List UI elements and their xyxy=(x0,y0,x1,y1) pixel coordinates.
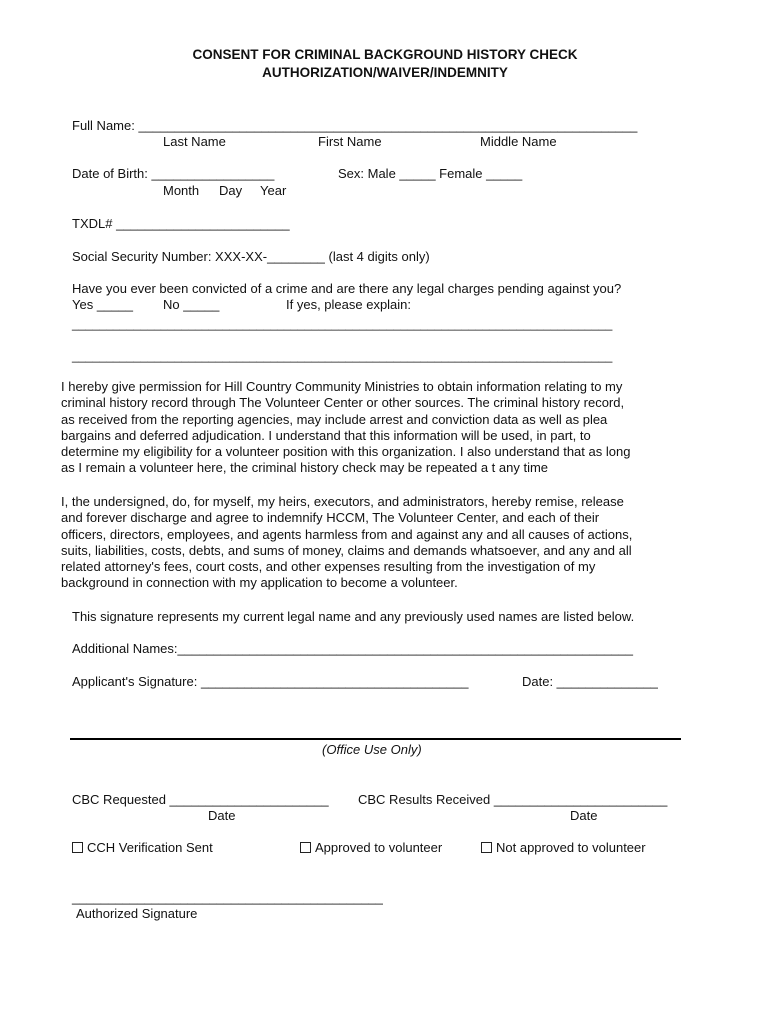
txdl-field[interactable]: TXDL# ________________________ xyxy=(72,216,290,231)
approved-label: Approved to volunteer xyxy=(315,840,443,855)
middle-name-label: Middle Name xyxy=(480,134,557,149)
signature-statement: This signature represents my current legal name and any previously used names are listed below. xyxy=(72,609,635,624)
explain-label: If yes, please explain: xyxy=(286,297,412,312)
yes-field[interactable]: Yes _____ xyxy=(72,297,133,312)
not-approved-checkbox-icon[interactable] xyxy=(481,842,492,853)
no-field[interactable]: No _____ xyxy=(163,297,220,312)
additional-names-field[interactable]: Additional Names:_______________________________________________________________ xyxy=(72,641,633,656)
indemnity-line: background in connection with my application to become a volunteer. xyxy=(61,575,458,591)
indemnity-line: officers, directors, employees, and agents harmless from and against any and all causes of actions, xyxy=(61,526,633,542)
indemnity-line: related attorney's fees, court costs, and other expenses resulting from the investigation of my xyxy=(61,559,596,575)
last-name-label: Last Name xyxy=(163,134,226,149)
ssn-field[interactable]: Social Security Number: XXX-XX-________ (last 4 digits only) xyxy=(72,249,430,264)
month-label: Month xyxy=(163,183,200,198)
indemnity-line: and forever discharge and agree to indemnify HCCM, The Volunteer Center, and each of their xyxy=(61,510,600,526)
permission-line: as I remain a volunteer here, the criminal history check may be repeated a t any time xyxy=(61,460,549,476)
indemnity-paragraph xyxy=(61,494,681,592)
cch-label: CCH Verification Sent xyxy=(87,840,213,855)
sex-field[interactable]: Sex: Male _____ Female _____ xyxy=(338,166,523,181)
cch-verification-option[interactable] xyxy=(72,840,213,856)
approved-checkbox-icon[interactable] xyxy=(300,842,311,853)
explain-line-1[interactable]: _______________________________________________________________________________ xyxy=(72,317,613,331)
approved-option[interactable] xyxy=(300,840,442,856)
explain-line-2[interactable]: _______________________________________________________________________________ xyxy=(72,349,613,363)
office-use-heading: (Office Use Only) xyxy=(322,742,422,757)
indemnity-line: suits, liabilities, costs, debts, and sums of money, claims and demands whatsoever, and any and all xyxy=(61,542,632,558)
cch-checkbox-icon[interactable] xyxy=(72,842,83,853)
permission-line: bargains and deferred adjudication. I understand that this information will be used, in part, to xyxy=(61,427,591,443)
date-of-birth-field[interactable]: Date of Birth: _________________ xyxy=(72,166,275,181)
permission-line: as received from the reporting agencies, may include arrest and conviction data as well as plea xyxy=(61,411,608,427)
permission-line: criminal history record through The Volunteer Center or other sources. The criminal history record, xyxy=(61,395,625,411)
conviction-question: Have you ever been convicted of a crime and are there any legal charges pending against you? xyxy=(72,281,622,296)
cbc-results-field[interactable]: CBC Results Received ________________________ xyxy=(358,792,668,807)
not-approved-option[interactable] xyxy=(481,840,646,856)
authorized-signature-label: Authorized Signature xyxy=(76,906,198,921)
office-use-divider xyxy=(70,738,681,740)
form-title-line1: CONSENT FOR CRIMINAL BACKGROUND HISTORY CHECK xyxy=(192,47,578,62)
authorized-signature-line[interactable]: ___________________________________________ xyxy=(72,890,383,905)
permission-paragraph xyxy=(61,379,681,477)
form-title-line2: AUTHORIZATION/WAIVER/INDEMNITY xyxy=(262,65,508,80)
cbc-requested-date-label: Date xyxy=(208,808,236,823)
indemnity-line: I, the undersigned, do, for myself, my heirs, executors, and administrators, hereby remise, release xyxy=(61,494,624,509)
first-name-label: First Name xyxy=(318,134,382,149)
permission-line: determine my eligibility for a volunteer position with this organization. I also understand that as long xyxy=(61,444,631,460)
year-label: Year xyxy=(260,183,287,198)
not-approved-label: Not approved to volunteer xyxy=(496,840,646,855)
applicant-signature-field[interactable]: Applicant's Signature: _____________________________________ xyxy=(72,674,469,689)
cbc-results-date-label: Date xyxy=(570,808,598,823)
signature-date-field[interactable]: Date: ______________ xyxy=(522,674,658,689)
cbc-requested-field[interactable]: CBC Requested ______________________ xyxy=(72,792,329,807)
permission-line: I hereby give permission for Hill Country Community Ministries to obtain information relating to my xyxy=(61,379,623,394)
full-name-field[interactable]: Full Name: _____________________________________________________________________ xyxy=(72,118,638,133)
day-label: Day xyxy=(219,183,243,198)
